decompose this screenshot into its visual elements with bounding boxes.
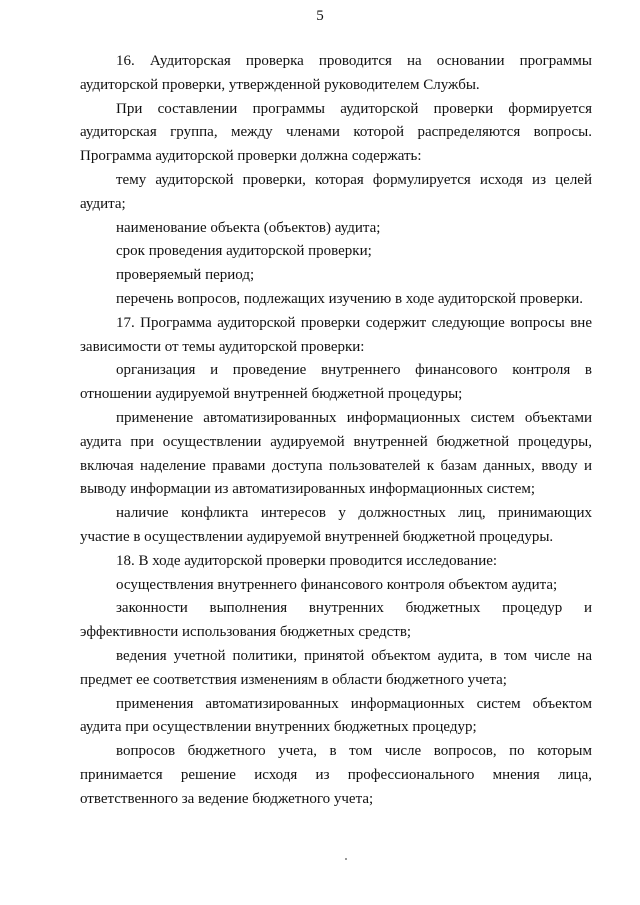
list-item-topic: тему аудиторской проверки, которая формулируется исходя из целей аудита; bbox=[80, 171, 592, 212]
list-item-control-implementation: осуществления внутреннего финансового контроля объектом аудита; bbox=[116, 576, 558, 593]
list-item-period: проверяемый период; bbox=[116, 267, 255, 284]
document-body bbox=[80, 50, 592, 812]
list-item-conflict-of-interest: наличие конфликта интересов у должностных лиц, принимающих участие в осуществлении аудируемой внутренней бюджетной процедуры. bbox=[80, 505, 592, 545]
list-item-automated-systems-use: применения автоматизированных информационных систем объектом аудита при осуществлении внутренних бюджетных процедур; bbox=[80, 695, 592, 736]
list-item-legality: законности выполнения внутренних бюджетных процедур и эффективности использования бюджетных средств; bbox=[80, 600, 592, 641]
list-item-object-name: наименование объекта (объектов) аудита; bbox=[116, 219, 381, 236]
list-item-accounting-questions: вопросов бюджетного учета, в том числе вопросов, по которым принимается решение исходя из профессионального мнения лица, ответственного за ведение бюджетного учета; bbox=[80, 743, 592, 807]
list-item-internal-control: организация и проведение внутреннего финансового контроля в отношении аудируемой внутренней бюджетной процедуры; bbox=[80, 362, 592, 403]
paragraph-18: 18. В ходе аудиторской проверки проводится исследование: bbox=[116, 552, 498, 569]
paragraph-program-composition: При составлении программы аудиторской проверки формируется аудиторская группа, между членами которой распределяются вопросы. Программа аудиторской проверки должна содержать: bbox=[80, 100, 592, 165]
list-item-audit-term: срок проведения аудиторской проверки; bbox=[116, 243, 372, 260]
list-item-accounting-policy: ведения учетной политики, принятой объектом аудита, в том числе на предмет ее соответствия изменениям в области бюджетного учета; bbox=[80, 647, 592, 688]
list-item-automated-systems: применение автоматизированных информационных систем объектами аудита при осуществлении аудируемой внутренней бюджетной процедуры, включая наделение правами доступа пользователей к базам данных, вводу и выводу информации из автоматизированных информационных систем; bbox=[80, 409, 592, 498]
list-item-questions: перечень вопросов, подлежащих изучению в ходе аудиторской проверки. bbox=[116, 290, 584, 307]
scan-speck bbox=[345, 858, 347, 860]
paragraph-17: 17. Программа аудиторской проверки содержит следующие вопросы вне зависимости от темы аудиторской проверки: bbox=[80, 314, 592, 355]
paragraph-16: 16. Аудиторская проверка проводится на основании программы аудиторской проверки, утвержденной руководителем Службы. bbox=[80, 53, 592, 93]
page-number: 5 bbox=[316, 8, 324, 24]
